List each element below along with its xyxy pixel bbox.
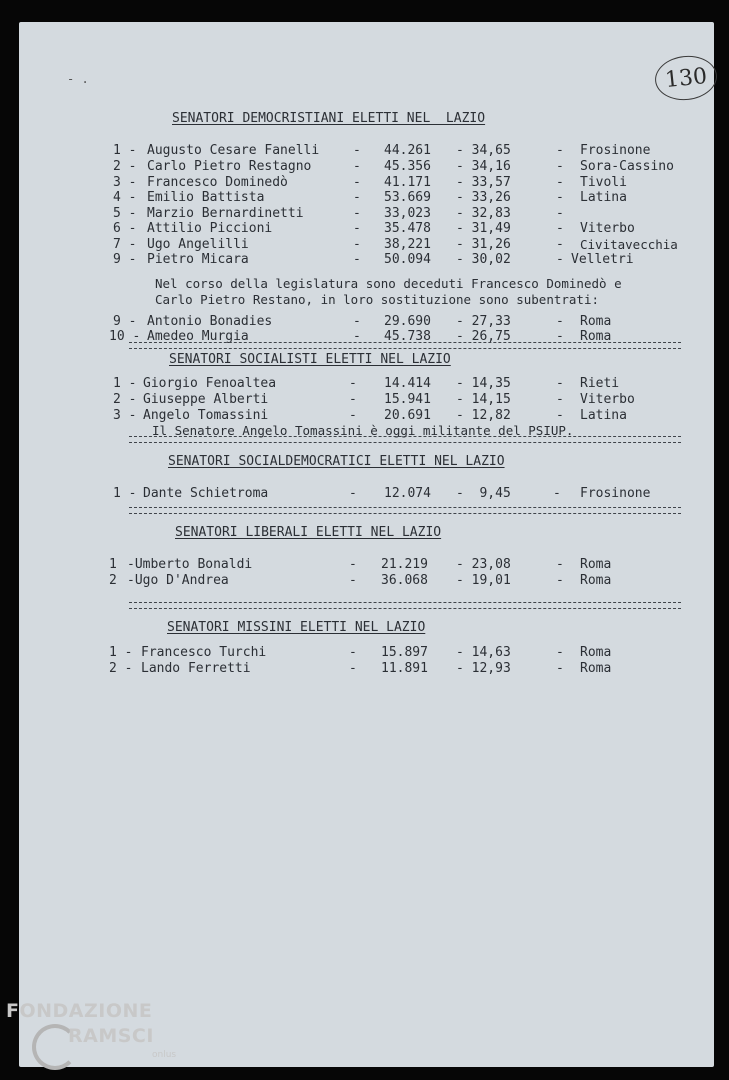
row-name: Lando Ferretti <box>141 661 251 676</box>
row-pct: - 34,16 <box>456 159 511 174</box>
row-pct: - 31,49 <box>456 221 511 236</box>
row-dash: - <box>556 252 564 267</box>
row-name: Marzio Bernardinetti <box>147 206 304 221</box>
row-dash: - <box>556 645 564 660</box>
row-votes: 38,221 <box>384 237 431 252</box>
row-dash: - <box>556 159 564 174</box>
logo-line-2: RAMSCI <box>68 1025 154 1047</box>
separator <box>129 436 681 443</box>
row-num: 1 - <box>109 645 133 660</box>
row-votes: 45.356 <box>384 159 431 174</box>
row-name: Pietro Micara <box>147 252 249 267</box>
row-dash: - <box>349 376 357 391</box>
row-name: Angelo Tomassini <box>143 408 269 423</box>
row-dash: - <box>556 175 564 190</box>
row-pct: - 12,93 <box>456 661 511 676</box>
row-dash: - <box>556 392 564 407</box>
row-pct: - 23,08 <box>456 557 511 572</box>
row-num: 6 - <box>113 221 137 236</box>
row-dash: - <box>353 206 361 221</box>
row-name: Dante Schietroma <box>143 486 269 501</box>
row-votes: 45.738 <box>384 329 431 344</box>
row-dash: - <box>353 143 361 158</box>
row-votes: 53.669 <box>384 190 431 205</box>
row-num: 1 - <box>113 143 137 158</box>
row-dash: - <box>556 237 564 252</box>
row-votes: 11.891 <box>381 661 428 676</box>
row-votes: 15.941 <box>384 392 431 407</box>
row-num: 7 - <box>113 237 137 252</box>
row-place: Roma <box>580 329 612 344</box>
row-dash: - <box>349 645 357 660</box>
row-num: 3 - <box>113 175 137 190</box>
separator <box>129 342 681 349</box>
row-name: Carlo Pietro Restagno <box>147 159 312 174</box>
row-place: Roma <box>580 645 612 660</box>
row-num: 4 - <box>113 190 137 205</box>
row-name: Francesco Dominedò <box>147 175 288 190</box>
row-name: Antonio Bonadies <box>147 314 273 329</box>
section-title: SENATORI MISSINI ELETTI NEL LAZIO <box>167 620 426 635</box>
row-num: 5 - <box>113 206 137 221</box>
row-dash: - <box>556 573 564 588</box>
row-dash: - <box>349 557 357 572</box>
row-dash: - <box>556 314 564 329</box>
row-num: 2 - <box>109 661 133 676</box>
document-page <box>19 22 714 1067</box>
note-line: Carlo Pietro Restano, in loro sostituzione sono subentrati: <box>155 292 600 307</box>
row-place: Roma <box>580 661 612 676</box>
row-place: Civitavecchia <box>580 237 678 252</box>
corner-mark: - . <box>67 72 89 86</box>
row-dash: - <box>353 159 361 174</box>
row-pct: - 26,75 <box>456 329 511 344</box>
logo-line-3: onlus <box>152 1050 177 1060</box>
section-title: SENATORI DEMOCRISTIANI ELETTI NEL LAZIO <box>172 111 486 126</box>
row-votes: 41.171 <box>384 175 431 190</box>
section-title: SENATORI SOCIALDEMOCRATICI ELETTI NEL LAZIO <box>168 454 505 469</box>
row-dash: - <box>556 221 564 236</box>
row-pct: - 30,02 <box>456 252 511 267</box>
row-num: 1 - <box>113 376 137 391</box>
row-votes: 21.219 <box>381 557 428 572</box>
row-place: Latina <box>580 190 627 205</box>
row-place: Frosinone <box>580 486 651 501</box>
row-dash: - <box>349 661 357 676</box>
row-dash: - <box>556 190 564 205</box>
row-num: 2 <box>109 573 117 588</box>
row-dash: - <box>353 190 361 205</box>
row-num: 10 - <box>109 329 141 344</box>
row-dash: - <box>556 408 564 423</box>
row-pct: - 14,35 <box>456 376 511 391</box>
row-dash: - <box>353 237 361 252</box>
row-name: Amedeo Murgia <box>147 329 249 344</box>
row-place: Viterbo <box>580 221 635 236</box>
separator <box>129 507 681 514</box>
row-dash: - <box>349 408 357 423</box>
row-name: -Umberto Bonaldi <box>127 557 253 572</box>
row-num: 3 - <box>113 408 137 423</box>
row-name: Attilio Piccioni <box>147 221 273 236</box>
row-votes: 14.414 <box>384 376 431 391</box>
row-pct: - 34,65 <box>456 143 511 158</box>
row-pct: - 32,83 <box>456 206 511 221</box>
section-title: SENATORI LIBERALI ELETTI NEL LAZIO <box>175 525 442 540</box>
row-pct: - 14,15 <box>456 392 511 407</box>
row-name: Ugo Angelilli <box>147 237 249 252</box>
row-pct: - 33,57 <box>456 175 511 190</box>
row-name: Giorgio Fenoaltea <box>143 376 277 391</box>
row-dash: - <box>349 392 357 407</box>
row-votes: 33,023 <box>384 206 431 221</box>
row-votes: 50.094 <box>384 252 431 267</box>
row-pct: - 9,45 <box>456 486 511 501</box>
row-name: -Ugo D'Andrea <box>127 573 229 588</box>
row-dash: - <box>353 252 361 267</box>
row-name: Francesco Turchi <box>141 645 267 660</box>
row-num: 1 - <box>113 486 137 501</box>
row-num: 9 - <box>113 314 137 329</box>
fondazione-gramsci-logo <box>6 1000 186 1070</box>
row-dash: - <box>353 314 361 329</box>
row-num: 2 - <box>113 392 137 407</box>
section-title: SENATORI SOCIALISTI ELETTI NEL LAZIO <box>169 352 451 367</box>
row-place: Rieti <box>580 376 620 391</box>
row-votes: 36.068 <box>381 573 428 588</box>
separator <box>129 602 681 609</box>
row-name: Augusto Cesare Fanelli <box>147 143 320 158</box>
row-place: Roma <box>580 573 612 588</box>
row-name: Emilio Battista <box>147 190 265 205</box>
row-place: Roma <box>580 557 612 572</box>
row-dash: - <box>353 175 361 190</box>
row-dash: - <box>556 557 564 572</box>
row-dash: - <box>556 376 564 391</box>
row-place: Frosinone <box>580 143 651 158</box>
row-name: Giuseppe Alberti <box>143 392 269 407</box>
row-votes: 12.074 <box>384 486 431 501</box>
row-place: Latina <box>580 408 627 423</box>
row-dash: - <box>553 486 561 501</box>
row-dash: - <box>353 329 361 344</box>
row-dash: - <box>349 573 357 588</box>
row-votes: 15.897 <box>381 645 428 660</box>
row-votes: 44.261 <box>384 143 431 158</box>
row-pct: - 27,33 <box>456 314 511 329</box>
row-dash: - <box>556 661 564 676</box>
row-pct: - 19,01 <box>456 573 511 588</box>
row-pct: - 12,82 <box>456 408 511 423</box>
row-dash: - <box>556 206 564 221</box>
row-num: 1 <box>109 557 117 572</box>
row-pct: - 14,63 <box>456 645 511 660</box>
row-dash: - <box>556 329 564 344</box>
row-pct: - 31,26 <box>456 237 511 252</box>
row-num: 9 - <box>113 252 137 267</box>
row-place: Tivoli <box>580 175 627 190</box>
row-num: 2 - <box>113 159 137 174</box>
row-dash: - <box>353 221 361 236</box>
note-line: Nel corso della legislatura sono deceduti Francesco Dominedò e <box>155 276 622 291</box>
row-place: Roma <box>580 314 612 329</box>
row-dash: - <box>556 143 564 158</box>
row-votes: 29.690 <box>384 314 431 329</box>
note-line: Il Senatore Angelo Tomassini è oggi militante del PSIUP. <box>152 423 574 438</box>
page-number: 130 <box>653 53 719 103</box>
row-votes: 20.691 <box>384 408 431 423</box>
logo-line-1: FONDAZIONE <box>6 1000 153 1022</box>
row-dash: - <box>349 486 357 501</box>
row-place: Viterbo <box>580 392 635 407</box>
row-place: Velletri <box>571 252 634 267</box>
row-place: Sora-Cassino <box>580 159 674 174</box>
row-pct: - 33,26 <box>456 190 511 205</box>
row-votes: 35.478 <box>384 221 431 236</box>
